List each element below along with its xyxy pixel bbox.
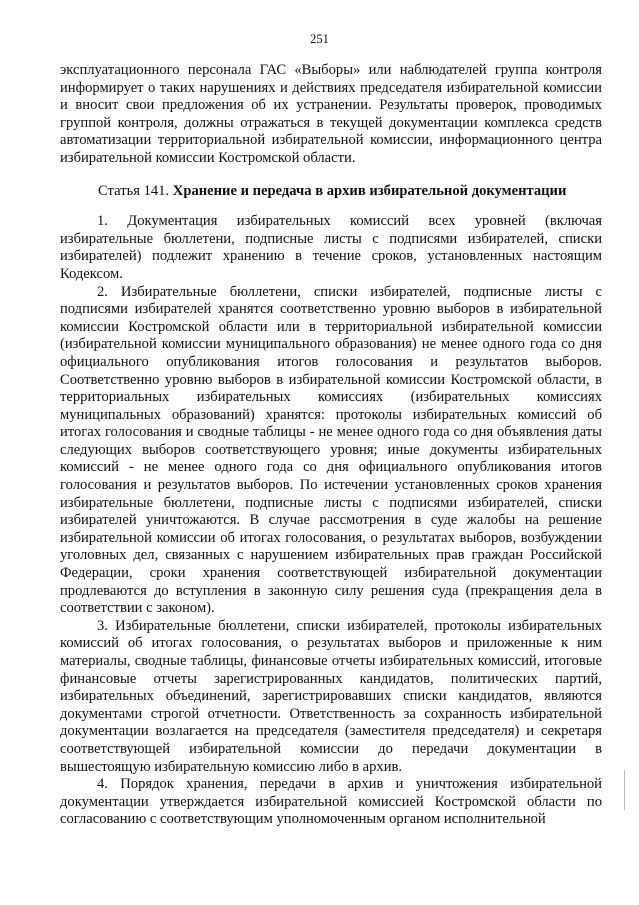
paragraph-3: 3. Избирательные бюллетени, списки избирателей, протоколы избирательных комиссий об итогах голосования, о результатах выборов и приложенные к ним материалы, сводные таблицы, финансовые отчеты избирательных комиссий, итоговые финансовые отчеты зарегистрированных кандидатов, политических партий, избирательных объединений, зарегистрировавших списки кандидатов, являются документами строгой отчетности. Ответственность за сохранность избирательной документации возлагается на председателя (заместителя председателя) и секретаря соответствующей избирательной комиссии до передачи документации в вышестоящую избирательную комиссию либо в архив.: [60, 617, 602, 775]
article-title: Хранение и передача в архив избирательной документации: [172, 182, 567, 199]
article-heading: [60, 183, 602, 201]
page-number: 251: [310, 32, 329, 46]
paragraph-4: 4. Порядок хранения, передачи в архив и уничтожения избирательной документации утверждается избирательной комиссией Костромской области по согласованию с соответствующим уполномоченным органом исполнительной: [60, 776, 602, 828]
intro-paragraph: эксплуатационного персонала ГАС «Выборы» или наблюдателей группа контроля информирует о таких нарушениях и действиях председателя избирательной комиссии и вносит свои предложения об их устранении. Результаты проверок, проводимых группой контроля, должны отражаться в текущей документации комплекса средств автоматизации территориальной избирательной комиссии, информационного центра избирательной комиссии Костромской области.: [60, 62, 602, 166]
paragraph-1: 1. Документация избирательных комиссий всех уровней (включая избирательные бюллетени, подписные листы с подписями избирателей, списки избирателей) подлежит хранению в течение сроков, установленных настоящим Кодексом.: [60, 213, 602, 282]
scan-edge-mark: [624, 770, 625, 810]
document-body: [60, 62, 602, 829]
paragraph-2: 2. Избирательные бюллетени, списки избирателей, подписные листы с подписями избирателей хранятся соответственно уровню выборов в избирательной комиссии Костромской области или в территориальной избирательной комиссии (избирательной комиссии муниципального образования) не менее одного года со дня официального опубликования итогов голосования и результатов выборов. Соответственно уровню выборов в избирательной комиссии Костромской области, в территориальных избирательных комиссиях (избирательных комиссиях муниципальных образований) хранятся: протоколы избирательных комиссий об итогах голосования и сводные таблицы - не менее одного года со дня объявления даты следующих выборов соответствующего уровня; иные документы избирательных комиссий - не менее одного года со дня официального опубликования итогов голосования и результатов выборов. По истечении установленных сроков хранения избирательные бюллетени, подписные листы с подписями избирателей, списки избирателей уничтожаются. В случае рассмотрения в суде жалобы на решение избирательной комиссии об итогах голосования, о результатах выборов, возбуждении уголовных дел, связанных с нарушением избирательных прав граждан Российской Федерации, сроки хранения соответствующей избирательной документации продлеваются до вступления в законную силу решения суда (прекращения дела в соответствии с законом).: [60, 283, 602, 617]
article-number: Статья 141.: [98, 182, 170, 199]
